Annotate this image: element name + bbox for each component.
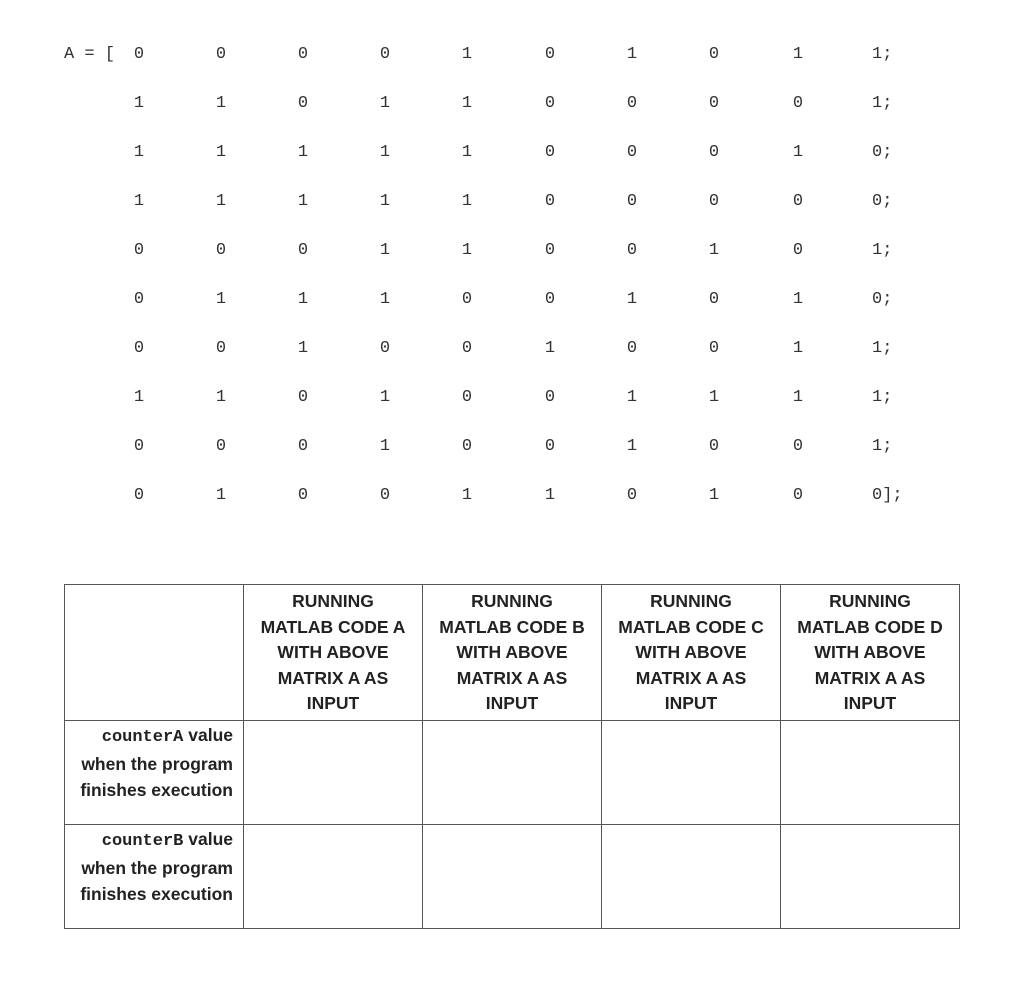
matrix-cell-r2-c5: 1 bbox=[461, 94, 473, 113]
matrix-cell-r2-c7: 0 bbox=[626, 94, 638, 113]
matrix-cell-r10-c2: 1 bbox=[215, 486, 227, 505]
matrix-cell-r8-c10: 1; bbox=[872, 388, 893, 407]
matrix-cell-r6-c1: 0 bbox=[133, 290, 145, 309]
matrix-cell-r10-c6: 1 bbox=[544, 486, 556, 505]
matrix-cell-r6-c5: 0 bbox=[461, 290, 473, 309]
matrix-cell-r3-c3: 1 bbox=[297, 143, 309, 162]
matrix-cell-r10-c10: 0]; bbox=[872, 486, 903, 505]
matrix-cell-r9-c5: 0 bbox=[461, 437, 473, 456]
answer-cell-b-counter-b[interactable] bbox=[423, 824, 602, 928]
matrix-cell-r4-c4: 1 bbox=[379, 192, 391, 211]
matrix-cell-r3-c8: 0 bbox=[708, 143, 720, 162]
matrix-cell-r8-c5: 0 bbox=[461, 388, 473, 407]
matrix-cell-r7-c9: 1 bbox=[792, 339, 804, 358]
matrix-cell-r3-c6: 0 bbox=[544, 143, 556, 162]
answer-cell-a-counter-b[interactable] bbox=[244, 824, 423, 928]
matrix-cell-r6-c9: 1 bbox=[792, 290, 804, 309]
matrix-cell-r1-c1: 0 bbox=[133, 45, 145, 64]
answer-table bbox=[64, 584, 960, 929]
matrix-cell-r5-c8: 1 bbox=[708, 241, 720, 260]
matrix-cell-r3-c2: 1 bbox=[215, 143, 227, 162]
header-row bbox=[65, 585, 960, 721]
matrix-cell-r9-c7: 1 bbox=[626, 437, 638, 456]
matrix-cell-r8-c4: 1 bbox=[379, 388, 391, 407]
matrix-cell-r9-c6: 0 bbox=[544, 437, 556, 456]
matrix-cell-r7-c6: 1 bbox=[544, 339, 556, 358]
matrix-cell-r8-c3: 0 bbox=[297, 388, 309, 407]
answer-cell-c-counter-a[interactable] bbox=[602, 720, 781, 824]
matrix-cell-r8-c6: 0 bbox=[544, 388, 556, 407]
matrix-cell-r6-c3: 1 bbox=[297, 290, 309, 309]
matrix-cell-r7-c2: 0 bbox=[215, 339, 227, 358]
matrix-cell-r8-c1: 1 bbox=[133, 388, 145, 407]
matrix-cell-r9-c10: 1; bbox=[872, 437, 893, 456]
matrix-cell-r1-c8: 0 bbox=[708, 45, 720, 64]
matrix-cell-r1-c6: 0 bbox=[544, 45, 556, 64]
matrix-cell-r3-c1: 1 bbox=[133, 143, 145, 162]
matrix-cell-r4-c5: 1 bbox=[461, 192, 473, 211]
matrix-cell-r1-c3: 0 bbox=[297, 45, 309, 64]
matrix-cell-r3-c10: 0; bbox=[872, 143, 893, 162]
matrix-cell-r9-c2: 0 bbox=[215, 437, 227, 456]
matrix-cell-r2-c10: 1; bbox=[872, 94, 893, 113]
matrix-cell-r5-c9: 0 bbox=[792, 241, 804, 260]
matrix-cell-r8-c9: 1 bbox=[792, 388, 804, 407]
table-row-counter-b bbox=[65, 824, 960, 928]
matrix-cell-r1-c9: 1 bbox=[792, 45, 804, 64]
matrix-cell-r9-c1: 0 bbox=[133, 437, 145, 456]
matrix-cell-r4-c7: 0 bbox=[626, 192, 638, 211]
matrix-cell-r7-c5: 0 bbox=[461, 339, 473, 358]
matrix-cell-r6-c2: 1 bbox=[215, 290, 227, 309]
matrix-cell-r1-c7: 1 bbox=[626, 45, 638, 64]
matrix-cell-r4-c8: 0 bbox=[708, 192, 720, 211]
matrix-cell-r7-c10: 1; bbox=[872, 339, 893, 358]
matrix-cell-r9-c9: 0 bbox=[792, 437, 804, 456]
matrix-cell-r6-c4: 1 bbox=[379, 290, 391, 309]
matrix-cell-r2-c8: 0 bbox=[708, 94, 720, 113]
matrix-cell-r10-c5: 1 bbox=[461, 486, 473, 505]
matrix-cell-r2-c4: 1 bbox=[379, 94, 391, 113]
matrix-cell-r10-c9: 0 bbox=[792, 486, 804, 505]
matrix-cell-r5-c7: 0 bbox=[626, 241, 638, 260]
matrix-cell-r10-c1: 0 bbox=[133, 486, 145, 505]
matrix-cell-r9-c3: 0 bbox=[297, 437, 309, 456]
header-code-c: RUNNING MATLAB CODE C WITH ABOVE MATRIX A AS INPUT bbox=[602, 585, 781, 721]
matrix-cell-r1-c10: 1; bbox=[872, 45, 893, 64]
matrix-cell-r5-c1: 0 bbox=[133, 241, 145, 260]
matrix-cell-r6-c6: 0 bbox=[544, 290, 556, 309]
matrix-cell-r3-c9: 1 bbox=[792, 143, 804, 162]
matrix-cell-r6-c8: 0 bbox=[708, 290, 720, 309]
matrix-cell-r8-c8: 1 bbox=[708, 388, 720, 407]
matrix-cell-r1-c2: 0 bbox=[215, 45, 227, 64]
matrix-cell-r7-c4: 0 bbox=[379, 339, 391, 358]
answer-cell-a-counter-a[interactable] bbox=[244, 720, 423, 824]
matrix-cell-r4-c3: 1 bbox=[297, 192, 309, 211]
matrix-cell-r4-c9: 0 bbox=[792, 192, 804, 211]
header-code-a: RUNNING MATLAB CODE A WITH ABOVE MATRIX A AS INPUT bbox=[244, 585, 423, 721]
matrix-cell-r5-c3: 0 bbox=[297, 241, 309, 260]
matrix-cell-r6-c10: 0; bbox=[872, 290, 893, 309]
matrix-cell-r5-c4: 1 bbox=[379, 241, 391, 260]
row-label-counter-a: counterA value when the program finishes execution bbox=[65, 720, 244, 824]
matrix-cell-r2-c1: 1 bbox=[133, 94, 145, 113]
matrix-cell-r7-c8: 0 bbox=[708, 339, 720, 358]
matrix-cell-r3-c4: 1 bbox=[379, 143, 391, 162]
matrix-cell-r2-c6: 0 bbox=[544, 94, 556, 113]
answer-cell-d-counter-a[interactable] bbox=[781, 720, 960, 824]
row-label-counter-b: counterB value when the program finishes execution bbox=[65, 824, 244, 928]
matrix-cell-r7-c7: 0 bbox=[626, 339, 638, 358]
answer-cell-c-counter-b[interactable] bbox=[602, 824, 781, 928]
matrix-cell-r8-c2: 1 bbox=[215, 388, 227, 407]
matrix-cell-r2-c3: 0 bbox=[297, 94, 309, 113]
matrix-cell-r4-c6: 0 bbox=[544, 192, 556, 211]
matrix-cell-r9-c4: 1 bbox=[379, 437, 391, 456]
matrix-cell-r5-c6: 0 bbox=[544, 241, 556, 260]
matrix-cell-r10-c3: 0 bbox=[297, 486, 309, 505]
matrix-cell-r2-c9: 0 bbox=[792, 94, 804, 113]
matrix-cell-r8-c7: 1 bbox=[626, 388, 638, 407]
answer-cell-d-counter-b[interactable] bbox=[781, 824, 960, 928]
matrix-cell-r10-c7: 0 bbox=[626, 486, 638, 505]
matrix-cell-r5-c10: 1; bbox=[872, 241, 893, 260]
matrix-cell-r3-c7: 0 bbox=[626, 143, 638, 162]
matrix-cell-r1-c5: 1 bbox=[461, 45, 473, 64]
matrix-cell-r5-c5: 1 bbox=[461, 241, 473, 260]
matrix-cell-r10-c4: 0 bbox=[379, 486, 391, 505]
table-row-counter-a bbox=[65, 720, 960, 824]
matrix-cell-r9-c8: 0 bbox=[708, 437, 720, 456]
matrix-cell-r3-c5: 1 bbox=[461, 143, 473, 162]
matrix-cell-r4-c10: 0; bbox=[872, 192, 893, 211]
answer-cell-b-counter-a[interactable] bbox=[423, 720, 602, 824]
matrix-cell-r5-c2: 0 bbox=[215, 241, 227, 260]
matrix-cell-r4-c1: 1 bbox=[133, 192, 145, 211]
header-code-b: RUNNING MATLAB CODE B WITH ABOVE MATRIX A AS INPUT bbox=[423, 585, 602, 721]
matrix-assignment-prefix: A = [ bbox=[64, 45, 116, 64]
matrix-cell-r1-c4: 0 bbox=[379, 45, 391, 64]
matrix-cell-r7-c3: 1 bbox=[297, 339, 309, 358]
matrix-cell-r10-c8: 1 bbox=[708, 486, 720, 505]
matrix-cell-r2-c2: 1 bbox=[215, 94, 227, 113]
header-code-d: RUNNING MATLAB CODE D WITH ABOVE MATRIX A AS INPUT bbox=[781, 585, 960, 721]
matrix-cell-r7-c1: 0 bbox=[133, 339, 145, 358]
empty-corner-cell bbox=[65, 585, 244, 721]
matrix-cell-r4-c2: 1 bbox=[215, 192, 227, 211]
matrix-cell-r6-c7: 1 bbox=[626, 290, 638, 309]
